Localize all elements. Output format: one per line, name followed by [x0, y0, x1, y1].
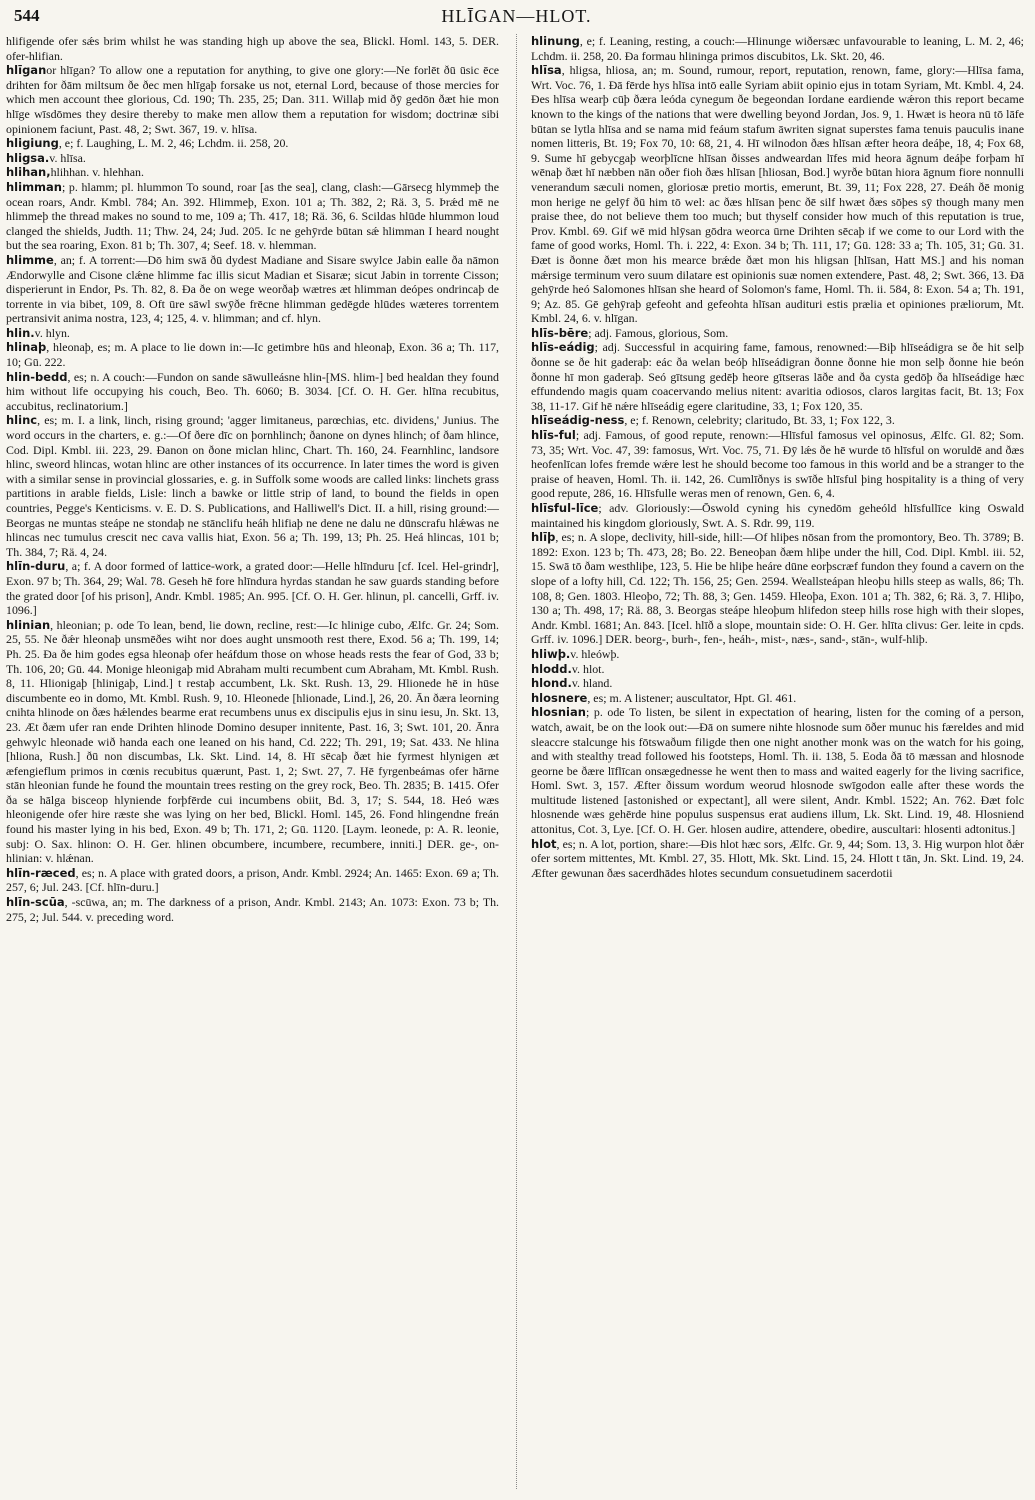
- headword: hlīs-ful: [531, 428, 576, 443]
- dictionary-entry: [531, 705, 1024, 836]
- entry-text: , e; f. Laughing, L. M. 2, 46; Lchdm. ii. 258, 20.: [58, 136, 289, 151]
- entry-text: , -scūwa, an; m. The darkness of a prison, Andr. Kmbl. 2143; An. 1073: Exon. 73 b; Th. 275, 2; Jul. 544. v. preceding word.: [6, 895, 499, 924]
- dictionary-entry: [6, 165, 499, 180]
- headword: hliwþ.: [531, 646, 571, 661]
- dictionary-entry: [531, 837, 1024, 881]
- headword: hlīgan: [6, 63, 47, 78]
- headword: hlinc: [6, 413, 38, 428]
- dictionary-entry: [531, 691, 1024, 706]
- dictionary-entry: [531, 662, 1024, 677]
- dictionary-entry: [6, 253, 499, 326]
- entry-text: , es; n. A slope, declivity, hill-side, hill:—Of hliþes nōsan from the promontory, Beo. Th. 3789; B. 1892: Exon. 123 b; Th. 473, 28; Bo. 22. Beneoþan ðæm hliþe under the hill, Cod. Dipl. Kmbl. iii. 52, 15. Swā tō ðam westhliþe, 123, 5. Hie be hliþe heáre dūne eorþscræf fundon they found a cavern on the slope of a lofty hill, Cd. 122; Th. 156, 25; Gen. 2594. Weallsteápan hleoþu hills steep as walls, 86; Th. 108, 8; Gen. 1803. Hleoþo, 72; Th. 88, 3; Gen. 1459. Hleoþa, Exon. 101 a; Th. 382, 6; Rä. 3, 7. Hliþo, 130 a; Th. 498, 17; Rä. 88, 3. Beorgas steápe hleoþum hlifedon steep hills rose high with their slopes, Andr. Kmbl. 1681; An. 843. [Icel. hlīð a slope, mountain side: O. H. Ger. hlīta clivus: Ger. leite in cpds. Grff. iv. 1096.] DER. beorg-, burh-, fen-, heáh-, mist-, næs-, sand-, stān-, wulf-hliþ.: [531, 530, 1024, 647]
- entry-text: ; adv. Gloriously:—Ōswold cyning his cynedōm geheóld hlīsfullīce king Oswald maintained his kingdom gloriously, Swt. A. S. Rdr. 99, 119.: [531, 501, 1024, 530]
- headword: hlinaþ: [6, 340, 47, 355]
- headword: hlīn-duru: [6, 559, 66, 574]
- dictionary-entry: [531, 428, 1024, 501]
- running-head: HLĪGAN—HLOT.: [441, 6, 592, 26]
- headword: hlinian: [6, 617, 51, 632]
- dictionary-entry: [6, 151, 499, 166]
- entry-text: or hlīgan? To allow one a reputation for anything, to give one glory:—Ne forlēt ðū ūsic ēce drihten for ðām miltsum ðe ðec men hlīgaþ forsake us not, eternal Lord, because of those mercies for which men account thee glorious, Cd. 190; Th. 235, 25; Dan. 311. Willaþ mid ðȳ gedōn ðæt hie mon hlīge wīsdōmes they desire thereby to make men allow them a reputation for wisdom; doctrinæ sibi opinionem faciunt, Past. 48, 2; Swt. 367, 19. v. hlīsa.: [6, 63, 499, 136]
- entry-text: ; p. hlamm; pl. hlummon To sound, roar [as the sea], clang, clash:—Gārsecg hlymmeþ the ocean roars, Andr. Kmbl. 784; An. 392. Hlimmeþ, Exon. 101 a; Th. 382, 2; Rä. 3, 5. Þrǽd mē ne hlimmeþ the thread makes no sound to me, 109 a; Th. 417, 18; Rä. 36, 6. Scildas hlūde hlummon loud clanged the shields, Judth. 11; Thw. 24, 24; Jud. 205. Ic ne gehȳrde būtan sǽ hlimman I heard nought but the sea roaring, Exon. 81 b; Th. 307, 4; Seef. 18. v. hlemman.: [6, 179, 499, 253]
- page-number: 544: [14, 6, 40, 25]
- entry-text: v. hlyn.: [34, 325, 70, 340]
- dictionary-entry: [6, 559, 499, 617]
- headword: hlinung: [531, 34, 580, 48]
- entry-text: v. hlot.: [571, 661, 605, 676]
- dictionary-entry: [531, 530, 1024, 647]
- dictionary-entry: [6, 866, 499, 895]
- entry-text: , an; f. A torrent:—Dō him swā ðū dydest Madiane and Sisare swylce Jabin ealle ða nāmon Ændorwylle and Cisone clǽne hlimme fac illis sicut Madian et Sisaræ; sicut Jabin in torrente Cisson; disperierunt in Endor, Ps. Th. 82, 8. Ða ðe on wege weorðaþ wætres æt hlimman deópes ondrincaþ de torrente in via bibet, 109, 8. Oft ūre sāwl swȳðe frēcne hlimman gedēgde hlūdes wæteres torrentem pertransivit anima nostra, 123, 4; 125, 4. v. hlimman; and cf. hlyn.: [6, 252, 499, 326]
- entry-text: hlihhan. v. hlehhan.: [50, 165, 144, 180]
- headword: hlīn-scūa: [6, 895, 65, 910]
- headword: hligsa.: [6, 150, 50, 165]
- right-column: [531, 34, 1024, 1489]
- headword: hlīsful-līce: [531, 501, 599, 515]
- dictionary-entry: [6, 618, 499, 866]
- entry-text: , a; f. A door formed of lattice-work, a grated door:—Helle hlīnduru [cf. Icel. Hel-grindr], Exon. 97 b; Th. 364, 29; Wal. 78. Geseh hē fore hlīndura hyrdas standan he saw guards standing before the grated door [of his prison], Andr. Kmbl. 1985; An. 995. [Cf. O. H. Ger. hlinun, pl. cancelli, Grff. iv. 1096.]: [6, 559, 499, 618]
- dictionary-entry: [6, 413, 499, 559]
- entry-text: , es; m. A listener; auscultator, Hpt. Gl. 461.: [587, 690, 797, 705]
- entry-text: , es; n. A place with grated doors, a prison, Andr. Kmbl. 2924; An. 1465: Exon. 69 a; Th. 257, 6; Jul. 243. [Cf. hlīn-duru.]: [6, 865, 499, 895]
- entry-text: hlifigende ofer sǽs brim whilst he was standing high up above the sea, Blickl. Homl. 143, 5. DER. ofer-hlifian.: [6, 34, 499, 63]
- entry-text: ; adj. Successful in acquiring fame, famous, renowned:—Biþ hlīseádigra se ðe hit selþ ðonne se ðe hit gaderaþ: eác ða welan beóþ hlīseádigran ðonne ðonne hie mon selþ ðonne hie beón ðonne hī mon gaderaþ. Seó gītsung gedēþ heore gītseras lāðe and ða cysta gedōþ ða hlīseádige hæc effundendo magis quam coacervando melius nitent: avaritia odiosos, claros largitas facit, Bt. 13; Fox 38, 11-17. Gif hē nǽre hlīseádig egere claritudine, 33, 1; Fox 120, 35.: [531, 340, 1024, 413]
- entry-text: , hleonaþ, es; m. A place to lie down in:—Ic getimbre hūs and hleonaþ, Exon. 36 a; Th. 117, 10; Gū. 222.: [6, 340, 499, 370]
- dictionary-entry: [531, 34, 1024, 63]
- dictionary-entry: [6, 340, 499, 369]
- entry-text: v. hleówþ.: [570, 646, 620, 661]
- headword: hlīþ: [531, 530, 556, 545]
- headword: hlosnian: [531, 705, 586, 720]
- entry-text: , es; n. A lot, portion, share:—Ðis hlot hæc sors, Ælfc. Gr. 9, 44; Som. 13, 3. Hig wurpon hlot ðǽr ofer sortem mittentes, Mt. Kmbl. 27, 35. Hlott, Mk. Skt. Lind. 15, 24. Hlott t tān, Jn. Skt. Lind. 19, 24. Æfter gewunan ðæs sacerdhādes hlotes secundum consuetudinem sacerdotii: [531, 836, 1024, 880]
- entry-text: , e; f. Leaning, resting, a couch:—Hlinunge wiðersæc unfavourable to leaning, L. M. 2, 46; Lchdm. ii. 258, 20. Ða formau hlininga primos discubitos, Lk. Skt. 20, 46.: [531, 34, 1024, 63]
- dictionary-entry: [6, 326, 499, 341]
- entry-text: ; adj. Famous, glorious, Som.: [588, 325, 729, 340]
- headword: hlimman: [6, 179, 62, 194]
- dictionary-entry: [6, 180, 499, 253]
- dictionary-entry: [531, 676, 1024, 691]
- dictionary-entry: [531, 501, 1024, 530]
- dictionary-entry: [531, 63, 1024, 326]
- dictionary-entry: [531, 413, 1024, 428]
- entry-text: v. hlīsa.: [49, 150, 86, 165]
- headword: hlimme: [6, 252, 54, 267]
- headword: hlīs-bēre: [531, 325, 589, 340]
- dictionary-entry: [6, 895, 499, 924]
- entry-text: ; p. ode To listen, be silent in expectation of hearing, listen for the coming of a person, watch, await, be on the look out:—Ðā on sumere nihte hlosnode sum ōðer munuc his færeldes and mid sleaccre stalcunge his fōtswaðum filigde then one night another monk was on the watch for his going, and with stealthy tread followed his footsteps, Homl. Th. ii. 138, 5. Eoda ðā tō mæssan and hlosnode georne be ðære līflīcan onsægednesse he went then to mass and waited eagerly for the living sacrifice, Homl. Swt. 3, 157. Æfter ðissum wordum weorud hlosnode swīgodon ealle after these words the multitude listened [astonished or expectant], all were silent, Andr. Kmbl. 1522; An. 762. Ðæt folc hlosnende wæs gehērde hine populus suspensus erat audiens illum, Lk. Skt. Lind. 19, 48. Hlosniend attonitus, Cot. 3, Lye. [Cf. O. H. Ger. hlosen audire, attendere, obedire, auscultari: hlosenti adtonitus.]: [531, 705, 1024, 837]
- headword: hlīsa: [531, 63, 562, 78]
- page-header: [14, 6, 1019, 28]
- dictionary-entry: [6, 34, 499, 63]
- headword: hlond.: [531, 676, 572, 691]
- headword: hlihan,: [6, 165, 51, 180]
- entry-text: , hleonian; p. ode To lean, bend, lie down, recline, rest:—Ic hlinige cubo, Ælfc. Gr. 24; Som. 25, 55. Ne ðǽr hleonaþ unsmēðes wiht nor does aught unsmooth rest there, Exod. 56 a; Th. 199, 14; Ph. 25. Ða ðe him godes egsa hleonaþ ofer heáfdum those on whose heads rests the fear of God, 33 b; Th. 106, 20; Gū. 44. Monige hleonigaþ mid Abraham multi recumbent cum Abraham, Mt. Kmbl. Rush. 8, 11. Hlionigaþ [hlinigaþ, Lind.] t restaþ accumbent, Lk. Skt. Rush. 13, 29. Hlionede hē in hūse discumbente eo in domo, Mt. Kmbl. Rush. 9, 10. Hleonede [hlionade, Lind.], 26, 20. Ān ðæra leorning cnihta hlinode on ðæs hǽlendes bearme erat recumbens unus ex discipulis ejus in sinu iesu, Jn. Skt. 13, 23. Æt ðæm ufer ran ende Drihten hlinode Domino desuper innitente, Past. 16, 3; Swt. 101, 20. Ānra gehwylc hleonade wið handa each one leaned on his hand, Cd. 222; Th. 291, 19; Sat. 433. Ne hlina [hliona, Rush.] ðū non discumbas, Lk. Skt. Lind. 14, 8. Hī sēcaþ ðæt hie fyrmest hlynigen æt æfengieflum primos in cœnis recubitus quærunt, Past. 1, 2; Swt. 27, 7. Hē fyrgenbeámas ofer hārne stān hleonian funde he found the mountain trees resting on the grey rock, Beo. Th. 2835; B. 1415. Ofer ða se hālga bisceop hlyniende forþfērde cui incumbens obiit, Bd. 3, 17; S. 544, 18. Heó wæs hleonigende ofer hire ræste she was lying on her bed, Blickl. Homl. 145, 26. Fond hlingendne freán found his master lying in his bed, Exon. 49 b; Th. 171, 2; Gū. 1120. [Laym. leonede, p: A. R. leonie, subj: O. Sax. hlinon: O. H. Ger. hlinen obcumbere, incumbere, recumbere, inniti.] DER. ge-, on-hlinian: v. hlǽnan.: [6, 617, 499, 866]
- entry-text: ; adj. Famous, of good repute, renown:—Hlīsful famosus vel opinosus, Ælfc. Gl. 82; Som. 73, 35; Wrt. Voc. 47, 39: famosus, Wrt. Voc. 75, 71. Ðȳ lǽs ðe hē wurde tō hlīsful on woruldē and ðæs heofenlīcan lofes fremde wǽre lest he should become too famous in this world and be a stranger to the praise of heaven, Homl. Th. ii. 142, 26. Cumlīðnys is swīðe hlīsful þing hospitality is a thing of very good repute, 286, 16. Hlīsfulle weras men of renown, Gen. 6, 4.: [531, 428, 1024, 501]
- dictionary-entry: [531, 340, 1024, 413]
- entry-text: , e; f. Renown, celebrity; claritudo, Bt. 33, 1; Fox 122, 3.: [624, 413, 895, 428]
- headword: hlin-bedd: [6, 369, 68, 384]
- headword: hligiung: [6, 136, 59, 151]
- headword: hlīseádig-ness: [531, 413, 625, 428]
- headword: hlīn-ræced: [6, 865, 76, 880]
- headword: hlot: [531, 836, 557, 851]
- headword: hlosnere: [531, 690, 588, 705]
- dictionary-entry: [6, 136, 499, 151]
- entry-text: v. hland.: [571, 676, 613, 691]
- dictionary-entry: [6, 63, 499, 136]
- dictionary-entry: [531, 326, 1024, 341]
- headword: hlin.: [6, 325, 35, 340]
- entry-text: , hligsa, hliosa, an; m. Sound, rumour, report, reputation, renown, fame, glory:—Hlīsa fama, Wrt. Voc. 76, 1. Ðā fērde hys hlīsa intō ealle Syriam abiit opinio ejus in totam Syriam, Mt. Kmbl. 4, 24. Ðes hlīsa wearþ cūþ ðæra leóda cynegum ðe begeondan Iordane eardiende wǽron this report became known to the kings of the nations that were dwelling beyond Jordan, Jos. 9, 1. Hwæt is heora nū tō lāfe būtan se lytla hlīsa and se nama mid feáum stafum āwriten signat superstes fama tenuis pauculis inane nomen litteris, Bt. 19; Fox 70, 10: 68, 21, 4. Hī wilnodon ðæs hlīsan æfter heora deáþe, 18, 4; Fox 68, 9. Sume hī gebycgaþ weorþlīcne hlīsan ðisses andweardan līfes mid heora āgnum deáþe forþam hī wēnaþ ðæt hī næbben nān oðer fioh ðæs hlīsan [hliosan, Bod.] wyrðe būtan hiora āgnum fiore nonnulli venerandum sæculi nomen, gloriosæ pretio mortis, emerunt, Bt. 39, 11; Fox 228, 27. Ðeáh ðē monig mon herige ne gelȳf ðū him tō wel: ac ðæs hlīsan þenc ðē silf hwæt ðæs sōþes sȳ though many men praise thee, do not believe them too much; but thyself consider how much of this reputation is true, Prov. Kmbl. 69. Gif wē mid hlȳsan gōdra weorca ūrne Drihten sēcaþ if we come to our Lord with the fame of good works, Homl. Th. i. 222, 4: Exon. 34 b; Th. 111, 17; Gū. 128: 33 a; Th. 105, 31; Gū. 31. Ðæt is ðonne ðæt mon his mearce brǽde ðæt mon his hligsan [hlīsan, Hatt MS.] and his noman mǽrsige terminum vero suum dilatare est opinionis suæ nomen extendere, Past. 48, 2; Swt. 366, 13. Ðā gehȳrde heó Salomones hlīsan she heard of Solomon's fame, Homl. Th. ii. 584, 8: Exon. 54 a; Th. 191, 9; Az. 85. Gē gehȳraþ gefeoht and gefeohta hlīsan audituri estis prælia et opiniones præliorum, Mt. Kmbl. 24, 6. v. hlīgan.: [531, 63, 1024, 326]
- column-divider: [516, 34, 517, 1489]
- dictionary-entry: [531, 647, 1024, 662]
- headword: hlodd.: [531, 661, 572, 676]
- dictionary-entry: [6, 370, 499, 414]
- left-column: [6, 34, 499, 1489]
- headword: hlīs-eádig: [531, 340, 595, 355]
- entry-text: , es; n. A couch:—Fundon on sande sāwulleásne hlin-[MS. hlim-] bed healdan they found him without life occupying his couch, Beo. Th. 6060; B. 3034. [Cf. O. H. Ger. hlīna recubitus, accubitus, reclinatorium.]: [6, 369, 499, 413]
- entry-text: , es; m. I. a link, linch, rising ground; 'agger limitaneus, parœchias, etc. dividens,' Junius. The word occurs in the charters, e. g.:—Of ðere dīc on þornhlinch; ðanone on dynes hlinch; of ðam hlince, Cod. Dipl. Kmbl. iii. 223, 29. Ðanon on ðone miclan hlinc, Chart. Th. 160, 24. Fearnhlinc, landsore hlinc, sweord hlincas, wotan hlinc are other instances of its occurrence. In later times the word is given with a similar sense in provincial glossaries, e. g. in Suffolk some woods are called links: linchets grass partitions in arable fields, Lisle: linch a bawke or little strip of land, to bound the fields in open countries, Pegge's Kenticisms. v. E. D. S. Publications, and Halliwell's Dict. II. a hill, rising ground:—Beorgas ne muntas steápe ne stondaþ ne stānclifu heáh hlifiaþ ne dene ne dalu ne dūnscrafu hlǽwas ne hlincas nec tumulus crescit nec cava vallis hiat, Exon. 56 a; Th. 199, 13; Ph. 25. Heá hlincas, 101 b; Th. 384, 7; Rä. 4, 24.: [6, 413, 499, 559]
